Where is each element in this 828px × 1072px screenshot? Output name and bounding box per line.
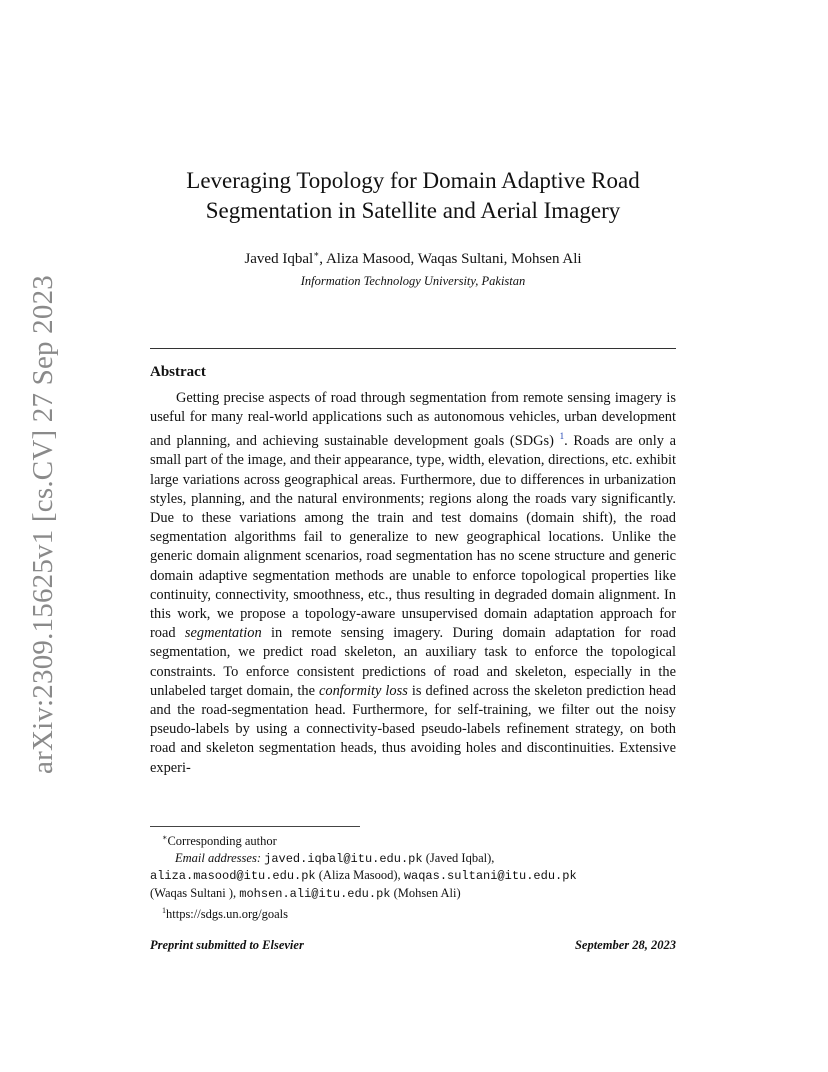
- footnote-rule: [150, 826, 360, 827]
- footnote-1-url[interactable]: https://sdgs.un.org/goals: [166, 906, 289, 921]
- abstract-top-rule: [150, 348, 676, 349]
- title-line-1: Leveraging Topology for Domain Adaptive Road: [186, 168, 640, 193]
- abstract-heading: Abstract: [150, 364, 206, 380]
- footnote-1: [150, 903, 680, 923]
- email-name-1: (Javed Iqbal),: [422, 850, 495, 865]
- footnote-1-mark: 1: [162, 905, 166, 915]
- abstract-emphasis-segmentation: segmentation: [184, 625, 262, 642]
- email-name-2: (Aliza Masood),: [315, 868, 404, 883]
- affiliation: Information Technology University, Pakistan: [300, 274, 526, 288]
- footnote-emails-line2: [150, 867, 680, 885]
- corresponding-mark: ∗: [313, 249, 320, 259]
- abstract-part-4: is defined across the skeleton prediction head and the road-segmentation head. Furthermore, for self-training, we filter out the noisy pseudo-labels by using a connectivity-based pseudo-labels refinement strategy, on both road and skeleton segmentation heads, thus avoiding holes and discontinuities. Extensive experi-: [150, 682, 676, 776]
- footnote-emails-line1: [150, 850, 680, 868]
- footnote-ref-link[interactable]: 1: [559, 431, 565, 442]
- abstract-part-3: in remote sensing imagery. During domain adaptation for road segmentation, we predict road skeleton, an auxiliary task to enforce the topological constraints. To enforce consistent predictions of road and skeleton, especially in the unlabeled target domain, the: [150, 625, 676, 699]
- email-link-2[interactable]: aliza.masood@itu.edu.pk: [150, 869, 316, 884]
- arxiv-identifier-stamp: [22, 274, 64, 774]
- author-list: [150, 244, 676, 269]
- footnote-corresponding: [150, 830, 680, 850]
- paper-title: [150, 166, 676, 226]
- preprint-date: September 28, 2023: [574, 938, 676, 952]
- footnote-emails-line3: [150, 885, 680, 903]
- arxiv-identifier-text: arXiv:2309.15625v1 [cs.CV] 27 Sep 2023: [26, 274, 59, 774]
- footnote-corr-text: Corresponding author: [167, 834, 277, 849]
- footnotes: [150, 830, 680, 922]
- footnote-corr-mark: ∗: [162, 833, 168, 842]
- abstract-text: [150, 389, 676, 778]
- abstract-part-2: . Roads are only a small part of the image, and their appearance, type, width, elevation, directions, etc. exhibit large variations across geographical areas. Furthermore, due to differences in urbanization styles, planning, and the natural environments; regions along the roads vary significantly. Due to these variations among the train and test domains (domain shift), the road segmentation algorithms fail to generalize to new geographical locations. Unlike the generic domain alignment scenarios, road segmentation has no scene structure and generic domain adaptive segmentation methods are unable to enforce topological properties like continuity, connectivity, smoothness, etc., thus resulting in degraded domain alignment. In this work, we propose a topology-aware unsupervised domain adaptation approach for road: [150, 433, 676, 642]
- email-link-3[interactable]: waqas.sultani@itu.edu.pk: [403, 869, 577, 884]
- author-rest: , Aliza Masood, Waqas Sultani, Mohsen Ali: [319, 251, 582, 267]
- author-first: Javed Iqbal: [244, 251, 314, 267]
- email-link-4[interactable]: mohsen.ali@itu.edu.pk: [239, 886, 391, 901]
- title-line-2: Segmentation in Satellite and Aerial Imagery: [205, 198, 621, 223]
- email-link-1[interactable]: javed.iqbal@itu.edu.pk: [264, 851, 423, 866]
- abstract-emphasis-conformity: conformity loss: [319, 682, 408, 699]
- email-name-4: (Mohsen Ali): [390, 885, 461, 900]
- preprint-notice: Preprint submitted to Elsevier: [150, 938, 304, 952]
- abstract-part-1: Getting precise aspects of road through segmentation from remote sensing imagery is useful for many real-world applications such as autonomous vehicles, urban development and planning, and achieving sustainable development goals (SDGs): [150, 390, 676, 450]
- email-name-3: (Waqas Sultani ),: [150, 885, 240, 900]
- email-label: Email addresses:: [175, 850, 261, 865]
